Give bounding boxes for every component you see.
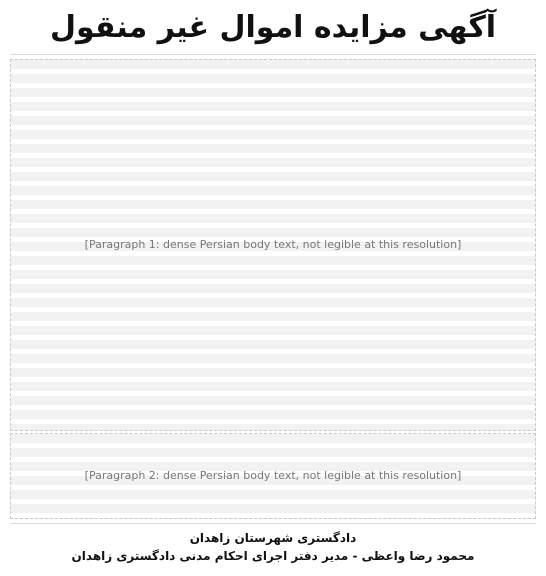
notice-title: آگهی مزایده اموال غیر منقول xyxy=(49,10,497,45)
signature-title: دادگستری شهرستان زاهدان xyxy=(189,531,357,545)
notice-body xyxy=(10,54,536,524)
signature-block xyxy=(10,530,536,564)
notice-body-paragraph-2: [Paragraph 2: dense Persian body text, not legible at this resolution] xyxy=(10,433,536,519)
notice-body-paragraph-1: [Paragraph 1: dense Persian body text, not legible at this resolution] xyxy=(10,59,536,431)
signature-name: محمود رضا واعظی - مدیر دفتر اجرای احکام مدنی دادگستری زاهدان xyxy=(71,549,475,563)
